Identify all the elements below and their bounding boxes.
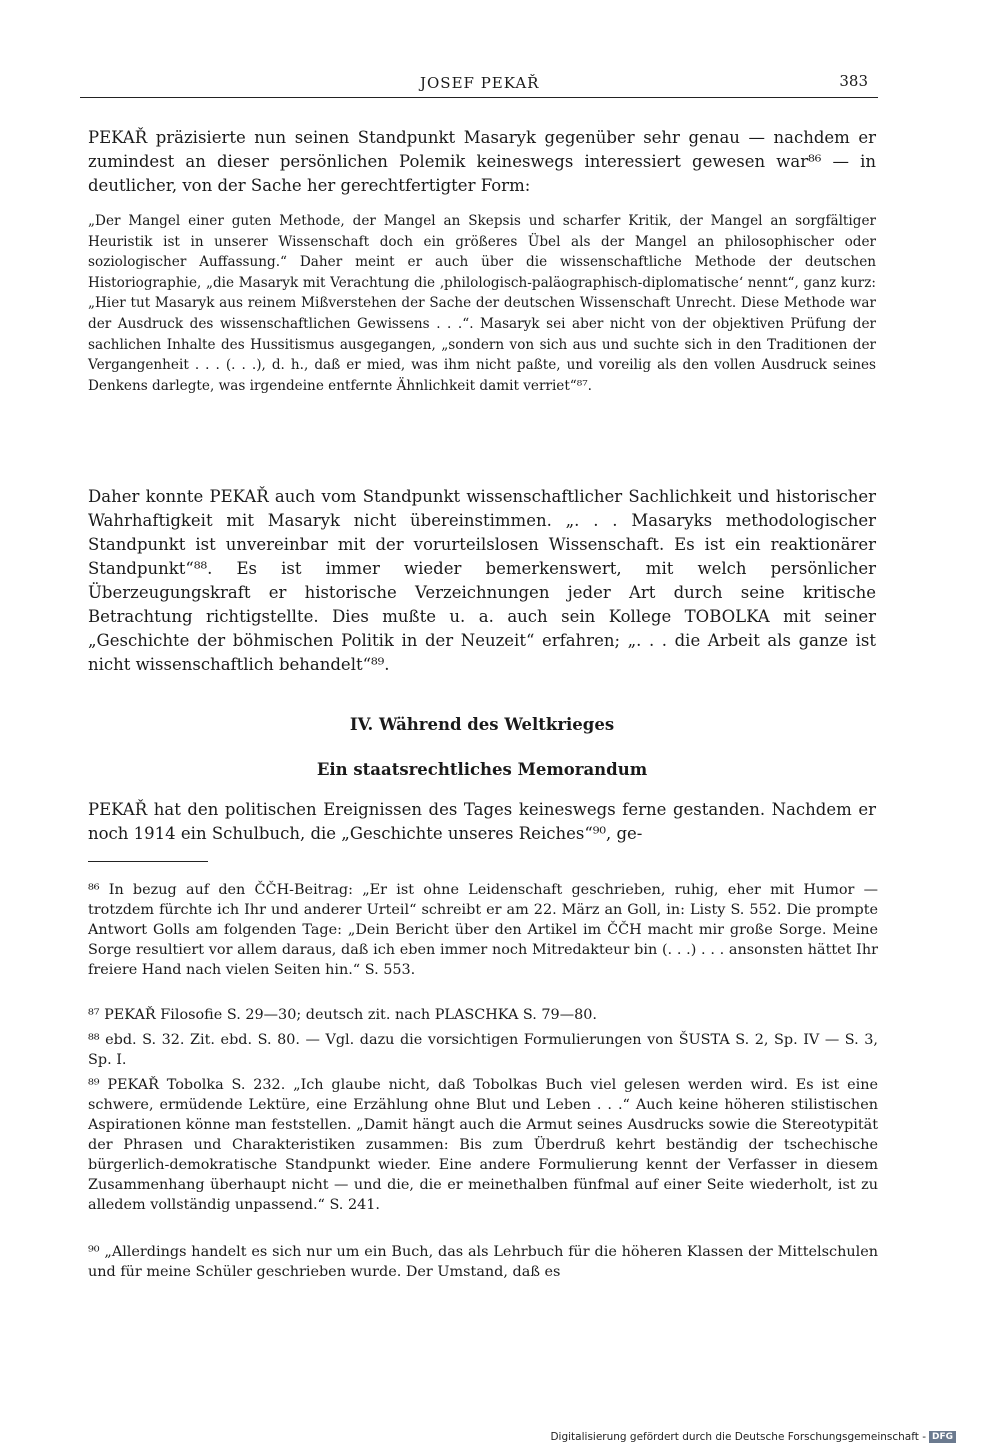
footnote-90: ⁹⁰ „Allerdings handelt es sich nur um ein Buch, das als Lehrbuch für die höheren Klassen der Mittelschulen und für meine Schüler geschrieben wurde. Der Umstand, daß es — [88, 1244, 878, 1280]
caption-text: Digitalisierung gefördert durch die Deutsche Forschungsgemeinschaft - — [550, 1431, 926, 1443]
footnote-86: ⁸⁶ In bezug auf den ČČH-Beitrag: „Er ist ohne Leidenschaft geschrieben, ruhig, eher mit Humor — trotzdem fürchte ich Ihr und anderer Urteil“ schreibt er am 22. März an Goll, in: Listy S. 552. Die prompte Antwort Golls am folgenden Tage: „Dein Bericht über den Artikel im ČČH macht mir große Sorge. Meine Sorge resultiert vor allem daraus, daß ich eben immer noch Mitredakteur bin (. . .) . . . ansonsten hättet Ihr freiere Hand nach vielen Seiten hin.“ S. 553. — [88, 882, 878, 978]
running-title: JOSEF PEKAŘ — [420, 74, 540, 92]
block-quote: „Der Mangel einer guten Methode, der Mangel an Skepsis und scharfer Kritik, der Mangel an sorgfältiger Heuristik ist in unserer Wissenschaft doch ein größeres Übel als der Mangel an philosophischer oder soziologischer Auffassung.“ Daher meint er auch über die wissenschaftliche Methode der deutschen Historiographie, „die Masaryk mit Verachtung die ‚philologisch-paläographisch-diplomatische‘ nennt“, ganz kurz: „Hier tut Masaryk aus reinem Mißverstehen der Sache der deutschen Wissenschaft Unrecht. Diese Methode war der Ausdruck des wissenschaftlichen Gewissens . . .“. Masaryk sei aber nicht von der objektiven Prüfung der sachlichen Inhalte des Hussitismus ausgegangen, „sondern von sich aus und suchte sich in den Traditionen der Vergangenheit . . . (. . .), d. h., daß er mied, was ihm nicht paßte, und voreilig als den vollen Ausdruck seines Denkens darlegte, was irgendeine entfernte Ähnlichkeit damit verriet“⁸⁷. — [88, 213, 876, 394]
digitization-caption — [550, 1431, 956, 1443]
footnote-89: ⁸⁹ PEKAŘ Tobolka S. 232. „Ich glaube nicht, daß Tobolkas Buch viel gelesen werden wird. Es ist eine schwere, ermüdende Lektüre, eine Erzählung ohne Blut und Leben . . .“ Auch keine höheren stilistischen Aspirationen könne man feststellen. „Damit hängt auch die Armut seines Ausdrucks sowie die Stereotypität der Phrasen und Charakteristiken zusammen: Bis zum Überdruß kehrt beständig der tschechische bürgerlich-demokratische Standpunkt wieder. Eine andere Formulierung kennt der Verfasser in diesem Zusammenhang überhaupt nicht — und die, die er meinethalben fünfmal auf einer Seite wiederholt, ist zu alledem vollständig unpassend.“ S. 241. — [88, 1077, 878, 1213]
paragraph-1: PEKAŘ präzisierte nun seinen Standpunkt Masaryk gegenüber sehr genau — nachdem er zumindest an dieser persönlichen Polemik keineswegs interessiert gewesen war⁸⁶ — in deutlicher, von der Sache her gerechtfertigter Form: — [88, 128, 876, 195]
paragraph-2: Daher konnte PEKAŘ auch vom Standpunkt wissenschaftlicher Sachlichkeit und historischer Wahrhaftigkeit mit Masaryk nicht übereinstimmen. „. . . Masaryks methodologischer Standpunkt ist unvereinbar mit der vorurteilslosen Wissenschaft. Es ist ein reaktionärer Standpunkt“⁸⁸. Es ist immer wieder bemerkenswert, mit welch persönlicher Überzeugungskraft er historische Verzeichnungen jeder Art durch seine kritische Betrachtung richtigstellte. Dies mußte u. a. auch sein Kollege TOBOLKA mit seiner „Geschichte der böhmischen Politik in der Neuzeit“ erfahren; „. . . die Arbeit als ganze ist nicht wissenschaftlich behandelt“⁸⁹. — [88, 487, 876, 674]
footnote-88: ⁸⁸ ebd. S. 32. Zit. ebd. S. 80. — Vgl. dazu die vorsichtigen Formulierungen von ŠUSTA S. 2, Sp. IV — S. 3, Sp. I. — [88, 1032, 878, 1068]
subsection-heading: Ein staatsrechtliches Memorandum — [316, 760, 648, 779]
running-header — [80, 72, 878, 98]
footnote-87: ⁸⁷ PEKAŘ Filosofie S. 29—30; deutsch zit. nach PLASCHKA S. 79—80. — [88, 1007, 597, 1023]
header-rule — [80, 97, 878, 98]
footnote-rule — [88, 861, 208, 862]
section-heading: IV. Während des Weltkrieges — [349, 715, 615, 734]
dfg-logo: DFG — [929, 1431, 956, 1443]
page-number: 383 — [839, 72, 868, 90]
paragraph-3: PEKAŘ hat den politischen Ereignissen des Tages keineswegs ferne gestanden. Nachdem er noch 1914 ein Schulbuch, die „Geschichte unseres Reiches“⁹⁰, ge- — [88, 800, 876, 843]
